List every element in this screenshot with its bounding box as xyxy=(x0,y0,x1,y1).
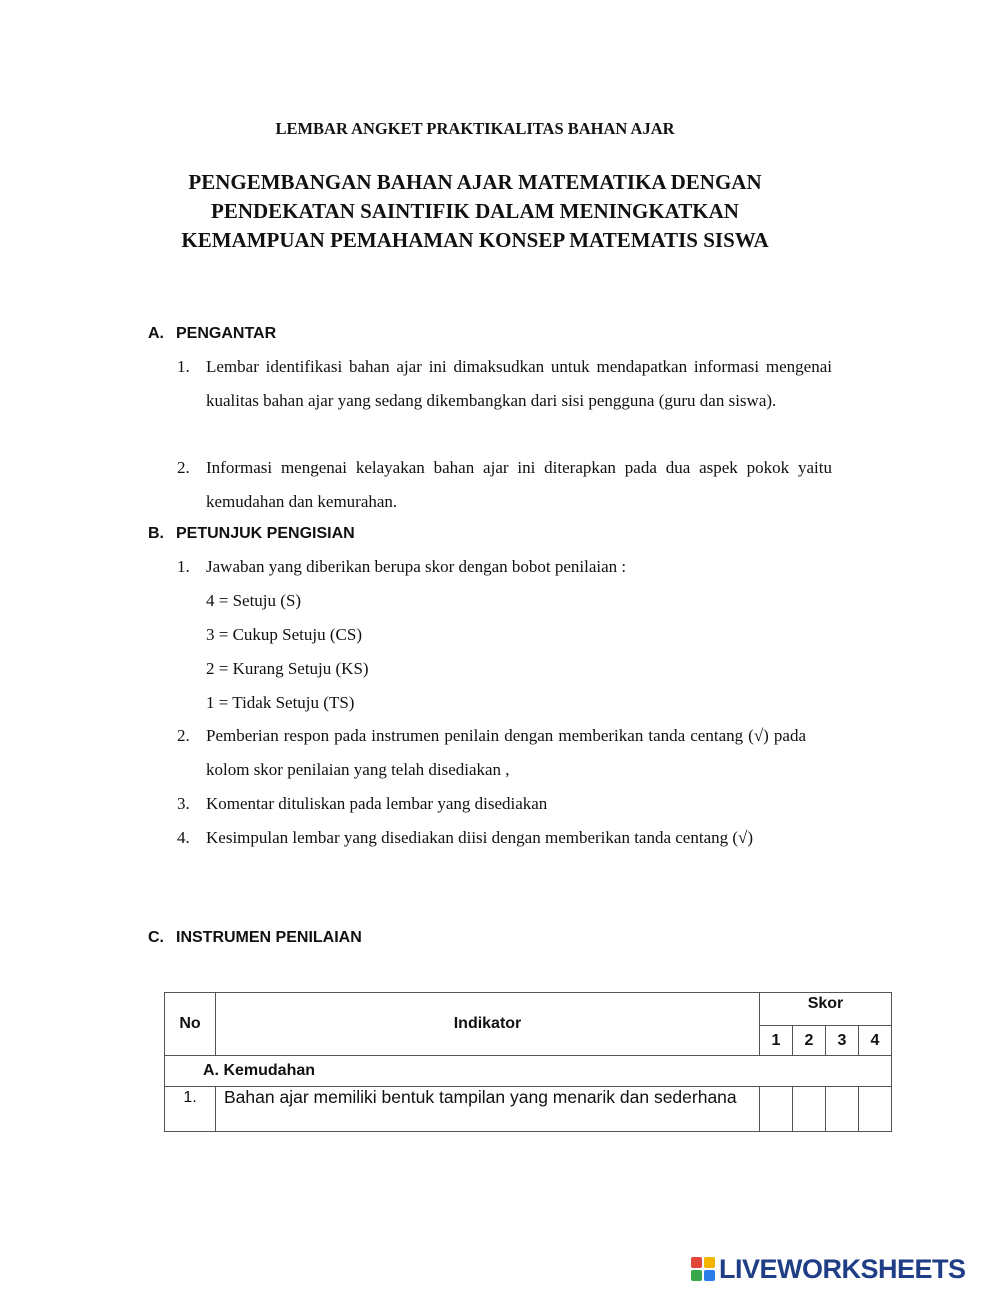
score-header-2: 2 xyxy=(793,1026,826,1056)
main-title-line-2: PENDEKATAN SAINTIFIK DALAM MENINGKATKAN xyxy=(211,199,739,223)
item-text: Kesimpulan lembar yang disediakan diisi dengan memberikan tanda centang (√) xyxy=(206,828,754,847)
score-cell-1[interactable] xyxy=(760,1087,793,1132)
item-number: 3. xyxy=(177,794,190,813)
item-number: 4. xyxy=(177,828,190,847)
score-cell-3[interactable] xyxy=(826,1087,859,1132)
liveworksheets-logo-icon xyxy=(690,1256,716,1282)
section-a-heading xyxy=(148,325,276,343)
section-a-item-1 xyxy=(177,350,832,417)
scale-item-3: 3 = Cukup Setuju (CS) xyxy=(206,625,362,644)
scale-item-2: 2 = Kurang Setuju (KS) xyxy=(206,659,369,678)
section-c-letter: C. xyxy=(148,929,164,946)
section-a-letter: A. xyxy=(148,325,164,342)
main-title-line-1: PENGEMBANGAN BAHAN AJAR MATEMATIKA DENGAN xyxy=(188,170,762,194)
score-cell-2[interactable] xyxy=(793,1087,826,1132)
col-header-indikator: Indikator xyxy=(216,993,760,1056)
col-header-no: No xyxy=(165,993,216,1056)
main-title-line-3: KEMAMPUAN PEMAHAMAN KONSEP MATEMATIS SISWA xyxy=(181,228,769,252)
score-header-1: 1 xyxy=(760,1026,793,1056)
item-text: Informasi mengenai kelayakan bahan ajar ini diterapkan pada dua aspek pokok yaitu kemudahan dan kemurahan. xyxy=(206,458,832,511)
score-cell-4[interactable] xyxy=(859,1087,892,1132)
section-b-letter: B. xyxy=(148,525,164,542)
assessment-table xyxy=(164,992,892,1132)
liveworksheets-logo xyxy=(690,1254,988,1284)
item-text: Jawaban yang diberikan berupa skor dengan bobot penilaian : xyxy=(206,557,627,576)
section-b-title: PETUNJUK PENGISIAN xyxy=(176,525,355,542)
row-indicator: Bahan ajar memiliki bentuk tampilan yang menarik dan sederhana xyxy=(216,1087,760,1132)
section-c-heading xyxy=(148,929,362,947)
score-header-4: 4 xyxy=(859,1026,892,1056)
section-b-item-1 xyxy=(177,550,832,584)
section-b-item-2 xyxy=(177,719,832,786)
item-number: 2. xyxy=(177,458,190,477)
main-title xyxy=(100,168,850,255)
table-row xyxy=(165,1087,892,1132)
group-row-kemudahan: A. Kemudahan xyxy=(165,1056,892,1087)
row-number: 1. xyxy=(165,1087,216,1132)
section-a-item-2 xyxy=(177,451,832,518)
item-number: 1. xyxy=(177,357,190,376)
item-number: 2. xyxy=(177,726,190,745)
section-b-item-3 xyxy=(177,787,832,821)
section-b-heading xyxy=(148,525,355,543)
col-header-skor: Skor xyxy=(760,993,892,1026)
score-header-3: 3 xyxy=(826,1026,859,1056)
item-text: Pemberian respon pada instrumen penilain dengan memberikan tanda centang (√) pada kolom skor penilaian yang telah disediakan , xyxy=(206,726,806,779)
section-a-title: PENGANTAR xyxy=(176,325,277,342)
logo-text: LIVEWORKSHEETS xyxy=(719,1254,966,1284)
item-text: Lembar identifikasi bahan ajar ini dimaksudkan untuk mendapatkan informasi mengenai kualitas bahan ajar yang sedang dikembangkan dari sisi pengguna (guru dan siswa). xyxy=(206,357,832,410)
scale-item-1: 1 = Tidak Setuju (TS) xyxy=(206,693,355,712)
section-b-item-4 xyxy=(177,821,832,855)
document-title: LEMBAR ANGKET PRAKTIKALITAS BAHAN AJAR xyxy=(275,119,675,138)
section-c-title: INSTRUMEN PENILAIAN xyxy=(176,929,362,946)
scale-item-4: 4 = Setuju (S) xyxy=(206,591,302,610)
item-text: Komentar dituliskan pada lembar yang disediakan xyxy=(206,794,548,813)
item-number: 1. xyxy=(177,557,190,576)
